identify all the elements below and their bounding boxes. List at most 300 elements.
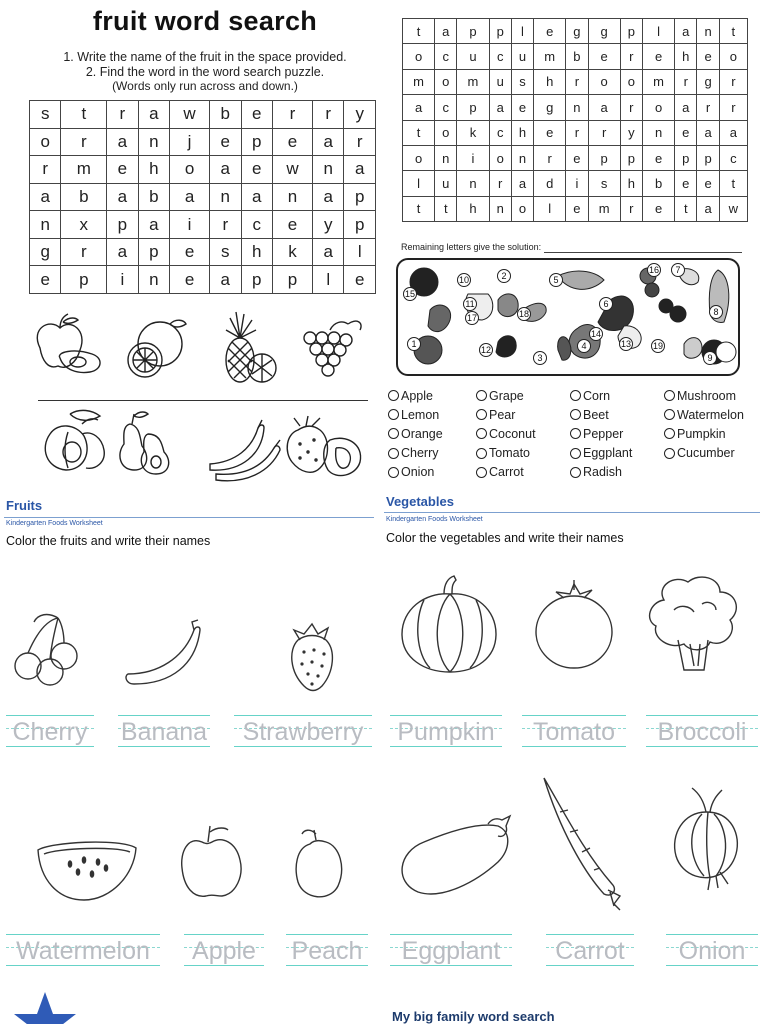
grid-letter[interactable]: s [30, 101, 61, 129]
option-orange[interactable] [388, 424, 443, 443]
option-coconut[interactable] [476, 424, 536, 443]
grid-letter[interactable]: a [697, 120, 719, 145]
grid-letter[interactable]: g [697, 69, 719, 94]
option-radish[interactable] [570, 463, 632, 482]
fruit-pictures-row-2 [30, 404, 370, 484]
grid-letter[interactable]: m [457, 69, 489, 94]
grid-letter[interactable]: e [241, 156, 272, 184]
banana-icon [210, 420, 280, 481]
picture-number-badge [704, 352, 717, 365]
trace-word-peach: Peach [291, 937, 363, 965]
vegetables-instruction: Color the vegetables and write their names [386, 531, 624, 545]
grid-letter[interactable]: y [620, 120, 642, 145]
picture-number: 12 [480, 345, 492, 355]
grid-letter[interactable]: n [643, 120, 675, 145]
grid-letter[interactable]: a [138, 101, 169, 129]
grid-letter[interactable]: e [675, 120, 697, 145]
grid-row [403, 19, 748, 44]
grid-letter[interactable]: e [675, 171, 697, 196]
grid-letter[interactable]: e [273, 211, 313, 239]
grid-letter[interactable]: n [566, 95, 588, 120]
grid-letter[interactable]: h [534, 69, 566, 94]
option-radio-circle[interactable] [388, 467, 399, 478]
option-onion[interactable] [388, 463, 443, 482]
grid-letter[interactable]: a [435, 19, 457, 44]
options-column-2 [476, 386, 536, 482]
grid-row [403, 95, 748, 120]
grid-letter[interactable]: o [403, 145, 435, 170]
grid-letter[interactable]: p [588, 145, 620, 170]
grid-letter[interactable]: g [566, 19, 588, 44]
picture-number: 8 [713, 307, 719, 317]
option-beet[interactable] [570, 405, 632, 424]
option-radio-circle[interactable] [388, 428, 399, 439]
option-carrot[interactable] [476, 463, 536, 482]
watermelon-picture [558, 271, 604, 289]
grid-letter[interactable]: a [312, 128, 343, 156]
option-label: Radish [583, 465, 622, 480]
option-radio-circle[interactable] [476, 390, 487, 401]
grid-letter[interactable]: p [620, 19, 642, 44]
grid-letter[interactable]: r [588, 120, 620, 145]
instruction-line-1: 1. Write the name of the fruit in the space provided. [63, 50, 347, 64]
grid-letter[interactable]: e [30, 266, 61, 294]
grid-letter[interactable]: m [534, 44, 566, 69]
grid-letter[interactable]: y [344, 101, 376, 129]
grid-letter[interactable]: u [489, 69, 511, 94]
grid-letter[interactable]: e [511, 95, 533, 120]
option-radio-circle[interactable] [570, 409, 581, 420]
grid-letter[interactable]: o [643, 95, 675, 120]
grid-letter[interactable]: c [241, 211, 272, 239]
grid-letter[interactable]: p [697, 145, 719, 170]
grid-letter[interactable]: o [403, 44, 435, 69]
grid-letter[interactable]: e [210, 128, 241, 156]
picture-number: 11 [465, 299, 475, 309]
grid-letter[interactable]: g [30, 238, 61, 266]
grid-letter[interactable]: c [435, 95, 457, 120]
option-radio-circle[interactable] [388, 448, 399, 459]
option-mushroom[interactable] [664, 386, 744, 405]
picture-number: 9 [707, 353, 713, 363]
option-radio-circle[interactable] [388, 390, 399, 401]
grid-letter[interactable]: m [643, 69, 675, 94]
grid-letter[interactable]: g [534, 95, 566, 120]
grid-letter[interactable]: i [457, 145, 489, 170]
option-eggplant[interactable] [570, 444, 632, 463]
grid-letter[interactable]: a [107, 183, 138, 211]
grid-letter[interactable]: r [344, 128, 376, 156]
option-radio-circle[interactable] [476, 448, 487, 459]
grid-letter[interactable]: n [697, 19, 719, 44]
trace-line-top [118, 715, 210, 716]
grid-letter[interactable]: a [403, 95, 435, 120]
grid-letter[interactable]: a [697, 196, 719, 221]
grid-letter[interactable]: a [511, 171, 533, 196]
grid-letter[interactable]: a [588, 95, 620, 120]
grid-letter[interactable]: a [312, 238, 343, 266]
grid-letter[interactable]: p [61, 266, 107, 294]
grid-letter[interactable]: e [566, 196, 588, 221]
option-label: Lemon [401, 407, 440, 422]
grid-letter[interactable]: r [210, 211, 241, 239]
title-underline [4, 517, 374, 518]
grid-letter[interactable]: e [170, 266, 210, 294]
grid-letter[interactable]: a [210, 266, 241, 294]
option-radio-circle[interactable] [570, 390, 581, 401]
grid-letter[interactable]: a [107, 238, 138, 266]
picture-number: 17 [466, 313, 478, 323]
grid-letter[interactable]: e [697, 44, 719, 69]
grid-letter[interactable]: s [588, 171, 620, 196]
grid-letter[interactable]: a [344, 156, 376, 184]
grid-letter[interactable]: e [566, 145, 588, 170]
grid-letter[interactable]: a [312, 183, 343, 211]
grid-letter[interactable]: c [719, 145, 747, 170]
grid-letter[interactable]: o [170, 156, 210, 184]
grid-letter[interactable]: p [457, 19, 489, 44]
grid-letter[interactable]: a [675, 95, 697, 120]
option-label: Pepper [583, 426, 624, 441]
grid-letter[interactable]: j [170, 128, 210, 156]
option-radio-circle[interactable] [664, 390, 675, 401]
grid-letter[interactable]: x [61, 211, 107, 239]
grid-letter[interactable]: m [588, 196, 620, 221]
grid-letter[interactable]: e [170, 238, 210, 266]
picture-number-badge [404, 288, 417, 301]
picture-number: 5 [553, 275, 559, 285]
picture-number: 7 [675, 265, 681, 275]
grid-letter[interactable]: p [241, 128, 272, 156]
grid-letter[interactable]: h [511, 120, 533, 145]
option-label: Pear [489, 407, 516, 422]
instruction-line-2: 2. Find the word in the word search puzzle. [85, 65, 325, 79]
grid-letter[interactable]: d [534, 171, 566, 196]
grid-letter[interactable]: k [273, 238, 313, 266]
vegetables-title: Vegetables [386, 494, 454, 509]
grid-letter[interactable]: w [719, 196, 747, 221]
grid-letter[interactable]: e [588, 44, 620, 69]
fruits-coloring-worksheet [0, 490, 378, 990]
grid-letter[interactable]: n [30, 211, 61, 239]
option-label: Orange [401, 426, 443, 441]
trace-line-top [546, 934, 634, 935]
grid-letter[interactable]: c [489, 44, 511, 69]
grid-letter[interactable]: l [312, 266, 343, 294]
grid-letter[interactable]: k [457, 120, 489, 145]
grid-letter[interactable]: r [719, 69, 747, 94]
options-column-1 [388, 386, 443, 482]
grid-row [30, 128, 376, 156]
grid-letter[interactable]: r [61, 238, 107, 266]
grid-letter[interactable]: c [435, 44, 457, 69]
grid-letter[interactable]: a [138, 211, 169, 239]
grid-row [30, 101, 376, 129]
option-corn[interactable] [570, 386, 632, 405]
grid-letter[interactable]: h [138, 156, 169, 184]
grid-letter[interactable]: e [697, 171, 719, 196]
grid-letter[interactable]: r [107, 101, 138, 129]
option-label: Carrot [489, 465, 524, 480]
trace-line-top [646, 715, 758, 716]
grid-letter[interactable]: g [588, 19, 620, 44]
grid-letter[interactable]: r [566, 120, 588, 145]
picture-number-badge [480, 344, 493, 357]
grid-letter[interactable]: b [566, 44, 588, 69]
grid-letter[interactable]: a [170, 183, 210, 211]
trace-line-top [666, 934, 758, 935]
option-label: Grape [489, 388, 524, 403]
grid-letter[interactable]: p [457, 95, 489, 120]
grid-letter[interactable]: t [61, 101, 107, 129]
grid-letter[interactable]: r [620, 44, 642, 69]
grid-letter[interactable]: u [435, 171, 457, 196]
option-radio-circle[interactable] [570, 448, 581, 459]
grid-letter[interactable]: u [457, 44, 489, 69]
grid-letter[interactable]: o [511, 196, 533, 221]
grid-letter[interactable]: b [61, 183, 107, 211]
option-radio-circle[interactable] [476, 428, 487, 439]
picture-number-badge [534, 352, 547, 365]
grid-letter[interactable]: p [344, 183, 376, 211]
picture-number: 18 [518, 309, 530, 319]
grid-letter[interactable]: t [675, 196, 697, 221]
grid-letter[interactable]: r [30, 156, 61, 184]
grid-letter[interactable]: a [210, 156, 241, 184]
grid-letter[interactable]: n [138, 128, 169, 156]
grid-letter[interactable]: h [620, 171, 642, 196]
grid-row [30, 156, 376, 184]
radish-picture [428, 305, 451, 332]
picture-number-badge [710, 306, 723, 319]
grid-letter[interactable]: r [312, 101, 343, 129]
picture-number: 2 [501, 271, 507, 281]
option-radio-circle[interactable] [476, 409, 487, 420]
grid-letter[interactable]: p [489, 19, 511, 44]
grid-letter[interactable]: n [489, 196, 511, 221]
grid-row [30, 266, 376, 294]
trace-word-strawberry: Strawberry [242, 718, 364, 746]
trace-word-pumpkin: Pumpkin [397, 718, 495, 746]
grid-letter[interactable]: a [241, 183, 272, 211]
grid-letter[interactable]: i [107, 266, 138, 294]
option-label: Onion [401, 465, 435, 480]
grid-letter[interactable]: w [273, 156, 313, 184]
grid-letter[interactable]: r [620, 196, 642, 221]
grid-letter[interactable]: t [719, 171, 747, 196]
grid-letter[interactable]: n [273, 183, 313, 211]
option-label: Tomato [489, 446, 530, 461]
grid-letter[interactable]: o [588, 69, 620, 94]
trace-word-onion: Onion [678, 937, 746, 965]
grid-letter[interactable]: n [435, 145, 457, 170]
option-lemon[interactable] [388, 405, 443, 424]
remaining-letters-label: Remaining letters give the solution: [401, 242, 542, 252]
grid-letter[interactable]: e [273, 128, 313, 156]
option-apple[interactable] [388, 386, 443, 405]
grid-letter[interactable]: e [643, 196, 675, 221]
option-radio-circle[interactable] [570, 428, 581, 439]
grid-letter[interactable]: b [643, 171, 675, 196]
grid-letter[interactable]: h [241, 238, 272, 266]
grid-letter[interactable]: l [511, 19, 533, 44]
grid-letter[interactable]: t [435, 196, 457, 221]
grid-letter[interactable]: l [344, 238, 376, 266]
grid-row [403, 171, 748, 196]
tomato-drawing [536, 580, 612, 668]
grid-letter[interactable]: r [273, 101, 313, 129]
grid-letter[interactable]: i [566, 171, 588, 196]
grid-letter[interactable]: t [719, 19, 747, 44]
option-radio-circle[interactable] [664, 428, 675, 439]
grid-letter[interactable]: e [643, 44, 675, 69]
grid-letter[interactable]: r [620, 95, 642, 120]
grid-letter[interactable]: y [312, 211, 343, 239]
picture-number: 10 [458, 275, 470, 285]
grid-letter[interactable]: s [511, 69, 533, 94]
grid-letter[interactable]: r [61, 128, 107, 156]
grid-letter[interactable]: p [138, 238, 169, 266]
option-label: Pumpkin [677, 426, 726, 441]
picture-number-badge [550, 274, 563, 287]
grid-letter[interactable]: r [719, 95, 747, 120]
grid-letter[interactable]: m [403, 69, 435, 94]
option-grape[interactable] [476, 386, 536, 405]
grid-letter[interactable]: r [489, 171, 511, 196]
trace-word-cherry: Cherry [12, 718, 88, 746]
strawberry-drawing [292, 624, 333, 691]
grid-letter[interactable]: n [312, 156, 343, 184]
picture-number: 6 [603, 299, 609, 309]
option-pepper[interactable] [570, 424, 632, 443]
grid-letter[interactable]: l [643, 19, 675, 44]
trace-line-top [390, 934, 512, 935]
cherry-drawing [15, 615, 77, 685]
grid-letter[interactable]: h [457, 196, 489, 221]
grid-letter[interactable]: p [273, 266, 313, 294]
grid-letter[interactable]: r [534, 145, 566, 170]
grid-letter[interactable]: r [566, 69, 588, 94]
pineapple-icon [226, 312, 276, 382]
grid-letter[interactable]: r [675, 69, 697, 94]
grid-letter[interactable]: o [435, 120, 457, 145]
instruction-line-3: (Words only run across and down.) [112, 79, 298, 93]
grid-letter[interactable]: m [61, 156, 107, 184]
grid-letter[interactable]: p [675, 145, 697, 170]
picture-number: 13 [620, 339, 632, 349]
grid-letter[interactable]: o [620, 69, 642, 94]
trace-word-broccoli: Broccoli [657, 718, 747, 746]
option-radio-circle[interactable] [476, 467, 487, 478]
grid-letter[interactable]: r [697, 95, 719, 120]
fruits-title: Fruits [6, 498, 43, 513]
grid-letter[interactable]: e [643, 145, 675, 170]
grapes-icon [304, 321, 361, 376]
grid-letter[interactable]: p [107, 211, 138, 239]
grid-letter[interactable]: e [107, 156, 138, 184]
banana-drawing [126, 620, 200, 684]
grid-letter[interactable]: e [344, 266, 376, 294]
grid-letter[interactable]: h [675, 44, 697, 69]
picture-number-badge [408, 338, 421, 351]
grid-letter[interactable]: l [534, 196, 566, 221]
grid-letter[interactable]: u [511, 44, 533, 69]
fruits-instruction: Color the fruits and write their names [6, 534, 211, 548]
grid-letter[interactable]: n [138, 266, 169, 294]
grid-letter[interactable]: b [210, 101, 241, 129]
peach-drawing [296, 830, 341, 897]
grid-letter[interactable]: o [719, 44, 747, 69]
option-label: Coconut [489, 426, 536, 441]
fruit-word-search-title: fruit word search [92, 6, 318, 36]
option-cucumber[interactable] [664, 444, 744, 463]
option-radio-circle[interactable] [570, 467, 581, 478]
grid-letter[interactable]: c [489, 120, 511, 145]
grid-letter[interactable]: a [719, 120, 747, 145]
vegetables-coloring-worksheet [384, 490, 768, 990]
option-pumpkin[interactable] [664, 424, 744, 443]
grid-letter[interactable]: e [241, 101, 272, 129]
option-tomato[interactable] [476, 444, 536, 463]
option-watermelon[interactable] [664, 405, 744, 424]
grid-letter[interactable]: b [138, 183, 169, 211]
picture-number: 14 [590, 329, 602, 339]
picture-number-badge [578, 340, 591, 353]
picture-number-badge [648, 264, 661, 277]
vegetable-word-search-worksheet [384, 0, 768, 486]
grid-letter[interactable]: l [403, 171, 435, 196]
grid-letter[interactable]: a [30, 183, 61, 211]
trace-word-carrot: Carrot [555, 937, 625, 965]
grid-letter[interactable]: o [30, 128, 61, 156]
grid-letter[interactable]: a [675, 19, 697, 44]
grid-letter[interactable]: o [489, 145, 511, 170]
option-radio-circle[interactable] [388, 409, 399, 420]
option-cherry[interactable] [388, 444, 443, 463]
picture-number: 16 [648, 265, 660, 275]
picture-number-badge [590, 328, 603, 341]
picture-number: 19 [652, 341, 664, 351]
option-label: Beet [583, 407, 609, 422]
grid-letter[interactable]: n [457, 171, 489, 196]
options-column-3 [570, 386, 632, 482]
grid-letter[interactable]: t [403, 19, 435, 44]
grid-letter[interactable]: p [344, 211, 376, 239]
grid-letter[interactable]: n [511, 145, 533, 170]
grid-letter[interactable]: t [403, 196, 435, 221]
grid-letter[interactable]: w [170, 101, 210, 129]
trace-line-top [522, 715, 626, 716]
option-radio-circle[interactable] [664, 409, 675, 420]
grid-letter[interactable]: e [534, 120, 566, 145]
option-radio-circle[interactable] [664, 448, 675, 459]
trace-word-eggplant: Eggplant [401, 937, 501, 965]
grid-letter[interactable]: e [534, 19, 566, 44]
grid-letter[interactable]: a [489, 95, 511, 120]
grid-letter[interactable]: p [241, 266, 272, 294]
grid-letter[interactable]: p [620, 145, 642, 170]
grid-letter[interactable]: a [107, 128, 138, 156]
grid-letter[interactable]: i [170, 211, 210, 239]
picture-number-badge [458, 274, 471, 287]
grid-letter[interactable]: t [403, 120, 435, 145]
grid-row [30, 183, 376, 211]
star-icon [12, 990, 78, 1024]
grid-letter[interactable]: s [210, 238, 241, 266]
option-pear[interactable] [476, 405, 536, 424]
grid-letter[interactable]: n [210, 183, 241, 211]
grid-letter[interactable]: o [435, 69, 457, 94]
